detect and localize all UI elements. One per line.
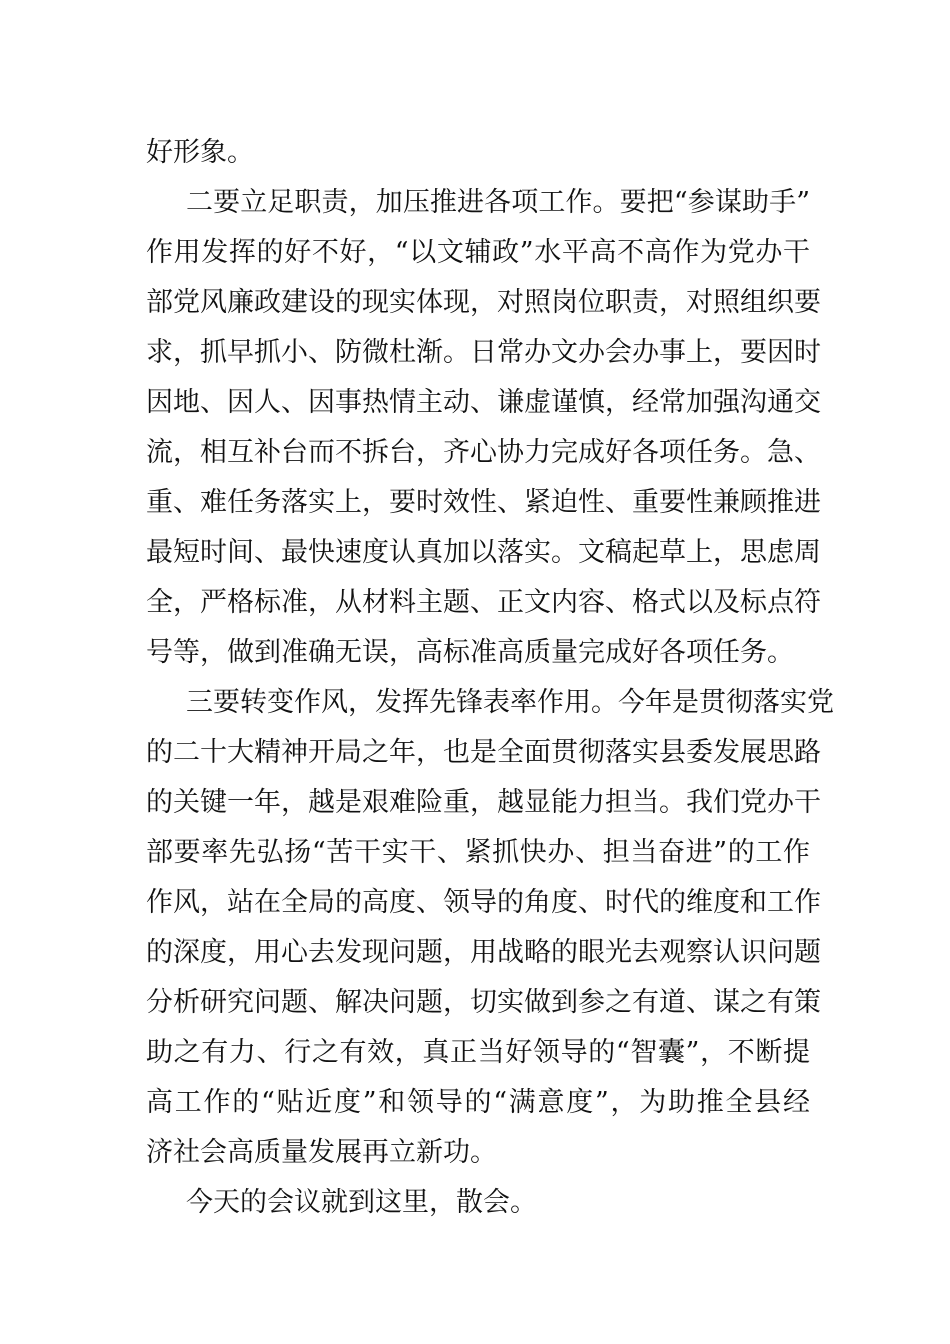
text-line: 重、难任务落实上，要时效性、紧迫性、重要性兼顾推进 <box>146 487 821 518</box>
text-line: 好形象。 <box>146 137 254 168</box>
paragraph-first-line: 二要立足职责，加压推进各项工作。要把“参谋助手” <box>186 187 810 218</box>
text-line: 高工作的“贴近度”和领导的“满意度”，为助推全县经 <box>146 1087 810 1118</box>
text-line: 求，抓早抓小、防微杜渐。日常办文办会办事上，要因时 <box>146 337 821 368</box>
text-line: 分析研究问题、解决问题，切实做到参之有道、谋之有策 <box>146 987 821 1018</box>
text-line: 助之有力、行之有效，真正当好领导的“智囊”，不断提 <box>146 1037 810 1068</box>
text-line: 部党风廉政建设的现实体现，对照岗位职责，对照组织要 <box>146 287 821 318</box>
text-line: 的二十大精神开局之年，也是全面贯彻落实县委发展思路 <box>146 737 821 768</box>
text-line: 济社会高质量发展再立新功。 <box>146 1137 497 1168</box>
text-line: 流，相互补台而不拆台，齐心协力完成好各项任务。急、 <box>146 437 821 468</box>
body-text <box>146 128 834 1228</box>
text-line: 因地、因人、因事热情主动、谦虚谨慎，经常加强沟通交 <box>146 387 821 418</box>
paragraph-first-line: 三要转变作风，发挥先锋表率作用。今年是贯彻落实党 <box>186 687 834 718</box>
text-line: 作风，站在全局的高度、领导的角度、时代的维度和工作 <box>146 887 821 918</box>
text-line: 作用发挥的好不好，“以文辅政”水平高不高作为党办干 <box>146 237 810 268</box>
text-line: 部要率先弘扬“苦干实干、紧抓快办、担当奋进”的工作 <box>146 837 810 868</box>
text-line: 的深度，用心去发现问题，用战略的眼光去观察认识问题 <box>146 937 821 968</box>
paragraph-first-line: 今天的会议就到这里，散会。 <box>186 1187 537 1218</box>
text-line: 最短时间、最快速度认真加以落实。文稿起草上，思虑周 <box>146 537 821 568</box>
text-line: 号等，做到准确无误，高标准高质量完成好各项任务。 <box>146 637 794 668</box>
text-line: 全，严格标准，从材料主题、正文内容、格式以及标点符 <box>146 587 821 618</box>
text-line: 的关键一年，越是艰难险重，越显能力担当。我们党办干 <box>146 787 821 818</box>
